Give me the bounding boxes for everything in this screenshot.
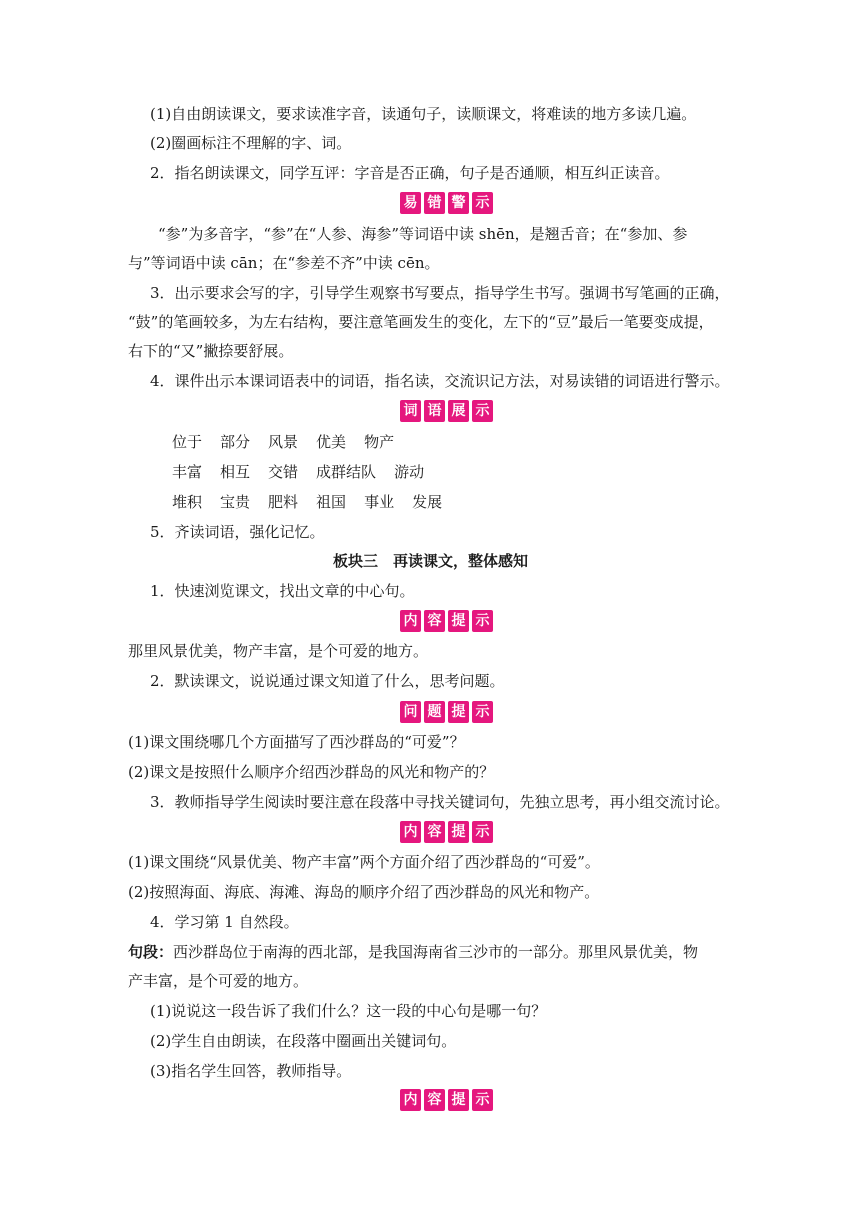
section-heading: 板块三 再读课文，整体感知 xyxy=(333,552,529,570)
passage-line-2: 产丰富，是个可爱的地方。 xyxy=(128,972,309,990)
word: 优美 xyxy=(316,433,347,451)
word: 堆积 xyxy=(172,493,203,511)
word: 发展 xyxy=(412,493,443,511)
badge-char: 内 xyxy=(400,1089,421,1111)
badge-words xyxy=(400,400,493,422)
badge-char: 语 xyxy=(424,400,445,422)
badge-char: 提 xyxy=(448,821,469,843)
step-3-line-1: 3．出示要求会写的字，引导学生观察书写要点，指导学生书写。强调书写笔画的正确， xyxy=(150,284,730,302)
step-1-1: (1)自由朗读课文，要求读准字音，读通句子，读顺课文，将难读的地方多读几遍。 xyxy=(150,105,697,123)
step-5: 5．齐读词语，强化记忆。 xyxy=(150,523,325,541)
badge-char: 示 xyxy=(472,192,493,214)
word: 事业 xyxy=(364,493,395,511)
word: 相互 xyxy=(220,463,251,481)
badge-char: 容 xyxy=(424,610,445,632)
badge-char: 示 xyxy=(472,1089,493,1111)
badge-char: 示 xyxy=(472,400,493,422)
badge-char: 示 xyxy=(472,701,493,723)
badge-char: 容 xyxy=(424,1089,445,1111)
word: 游动 xyxy=(394,463,425,481)
word: 风景 xyxy=(268,433,299,451)
badge-char: 问 xyxy=(400,701,421,723)
word: 部分 xyxy=(220,433,251,451)
warning-text-1: “参”为多音字，“参”在“人参、海参”等词语中读 shēn，是翘舌音；在“参加、参 xyxy=(158,225,688,243)
word: 肥料 xyxy=(268,493,299,511)
badge-warning xyxy=(400,192,493,214)
badge-char: 示 xyxy=(472,610,493,632)
badge-char: 题 xyxy=(424,701,445,723)
badge-char: 词 xyxy=(400,400,421,422)
read-step-1: 1．快速浏览课文，找出文章的中心句。 xyxy=(150,582,415,600)
word: 交错 xyxy=(268,463,299,481)
badge-content-1 xyxy=(400,610,493,632)
question-2: (2)课文是按照什么顺序介绍西沙群岛的风光和物产的？ xyxy=(128,763,495,781)
badge-char: 容 xyxy=(424,821,445,843)
badge-content-3 xyxy=(400,1089,493,1111)
read-step-2: 2．默读课文，说说通过课文知道了什么，思考问题。 xyxy=(150,672,505,690)
warning-text-2: 与”等词语中读 cān；在“参差不齐”中读 cēn。 xyxy=(128,254,440,272)
word: 物产 xyxy=(364,433,395,451)
step-4: 4．课件出示本课词语表中的词语，指名读，交流识记方法，对易读错的词语进行警示。 xyxy=(150,372,730,390)
read-step-4: 4．学习第 1 自然段。 xyxy=(150,913,299,931)
passage-label: 句段： xyxy=(128,943,174,961)
badge-char: 错 xyxy=(424,192,445,214)
word-row-1 xyxy=(172,432,412,452)
step-2: 2．指名朗读课文，同学互评：字音是否正确，句子是否通顺，相互纠正读音。 xyxy=(150,164,670,182)
badge-content-2 xyxy=(400,821,493,843)
badge-char: 易 xyxy=(400,192,421,214)
badge-char: 提 xyxy=(448,1089,469,1111)
word: 位于 xyxy=(172,433,203,451)
word-row-2 xyxy=(172,462,442,482)
badge-char: 展 xyxy=(448,400,469,422)
content-hint-1: 那里风景优美，物产丰富，是个可爱的地方。 xyxy=(128,642,429,660)
badge-char: 示 xyxy=(472,821,493,843)
question-1: (1)课文围绕哪几个方面描写了西沙群岛的“可爱”？ xyxy=(128,733,465,751)
task-1: (1)说说这一段告诉了我们什么？这一段的中心句是哪一句？ xyxy=(150,1002,547,1020)
word: 祖国 xyxy=(316,493,347,511)
task-3: (3)指名学生回答，教师指导。 xyxy=(150,1062,352,1080)
read-step-3: 3．教师指导学生阅读时要注意在段落中寻找关键词句，先独立思考，再小组交流讨论。 xyxy=(150,793,730,811)
word-row-3 xyxy=(172,492,460,512)
badge-char: 提 xyxy=(448,701,469,723)
word: 成群结队 xyxy=(316,463,377,481)
badge-char: 内 xyxy=(400,610,421,632)
passage-text: 西沙群岛位于南海的西北部，是我国海南省三沙市的一部分。那里风景优美，物 xyxy=(173,943,699,961)
badge-question xyxy=(400,701,493,723)
answer-2: (2)按照海面、海底、海滩、海岛的顺序介绍了西沙群岛的风光和物产。 xyxy=(128,883,600,901)
answer-1: (1)课文围绕“风景优美、物产丰富”两个方面介绍了西沙群岛的“可爱”。 xyxy=(128,853,600,871)
task-2: (2)学生自由朗读，在段落中圈画出关键词句。 xyxy=(150,1032,457,1050)
word: 宝贵 xyxy=(220,493,251,511)
passage-line-1 xyxy=(128,942,698,962)
step-1-2: (2)圈画标注不理解的字、词。 xyxy=(150,134,352,152)
step-3-line-3: 右下的“又”撇捺要舒展。 xyxy=(128,342,294,360)
badge-char: 警 xyxy=(448,192,469,214)
badge-char: 内 xyxy=(400,821,421,843)
badge-char: 提 xyxy=(448,610,469,632)
step-3-line-2: “鼓”的笔画较多，为左右结构，要注意笔画发生的变化，左下的“豆”最后一笔要变成提， xyxy=(128,313,714,331)
word: 丰富 xyxy=(172,463,203,481)
